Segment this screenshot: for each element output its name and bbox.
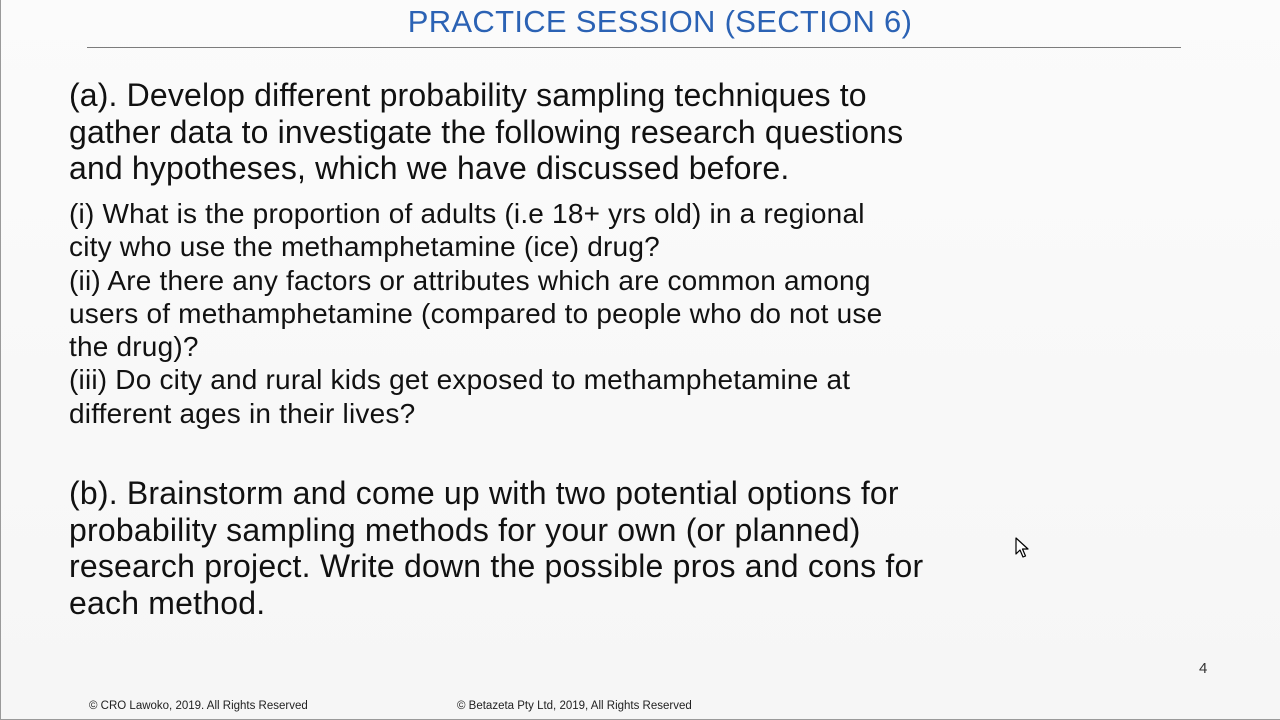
footer-copyright-left: © CRO Lawoko, 2019. All Rights Reserved <box>89 700 308 712</box>
question-line: users of methamphetamine (compared to people who do not use <box>69 297 883 329</box>
part-b-line: each method. <box>69 584 266 621</box>
question-line: different ages in their lives? <box>69 397 416 429</box>
part-b-line: probability sampling methods for your own (or planned) <box>69 511 861 548</box>
part-b-paragraph <box>69 475 923 621</box>
question-line: city who use the methamphetamine (ice) drug? <box>69 231 660 263</box>
question-line: (ii) Are there any factors or attributes which are common among <box>69 264 871 296</box>
part-b-line: (b). Brainstorm and come up with two potential options for <box>69 475 899 511</box>
question-line: the drug)? <box>69 331 199 363</box>
part-a-paragraph <box>69 77 903 187</box>
footer-copyright-right: © Betazeta Pty Ltd, 2019, All Rights Reserved <box>457 700 692 712</box>
research-questions <box>69 197 882 430</box>
question-line: (iii) Do city and rural kids get exposed to methamphetamine at <box>69 364 851 396</box>
mouse-pointer-icon <box>1015 537 1031 559</box>
page-number: 4 <box>1199 660 1208 677</box>
question-line: (i) What is the proportion of adults (i.e 18+ yrs old) in a regional <box>69 198 865 229</box>
part-b-line: research project. Write down the possible pros and cons for <box>69 548 924 584</box>
part-a-line: (a). Develop different probability sampling techniques to <box>69 77 867 113</box>
part-a-line: and hypotheses, which we have discussed before. <box>69 150 790 186</box>
part-a-line: gather data to investigate the following research questions <box>69 113 904 150</box>
title-divider <box>87 47 1181 48</box>
slide-title: PRACTICE SESSION (SECTION 6) <box>407 4 913 39</box>
